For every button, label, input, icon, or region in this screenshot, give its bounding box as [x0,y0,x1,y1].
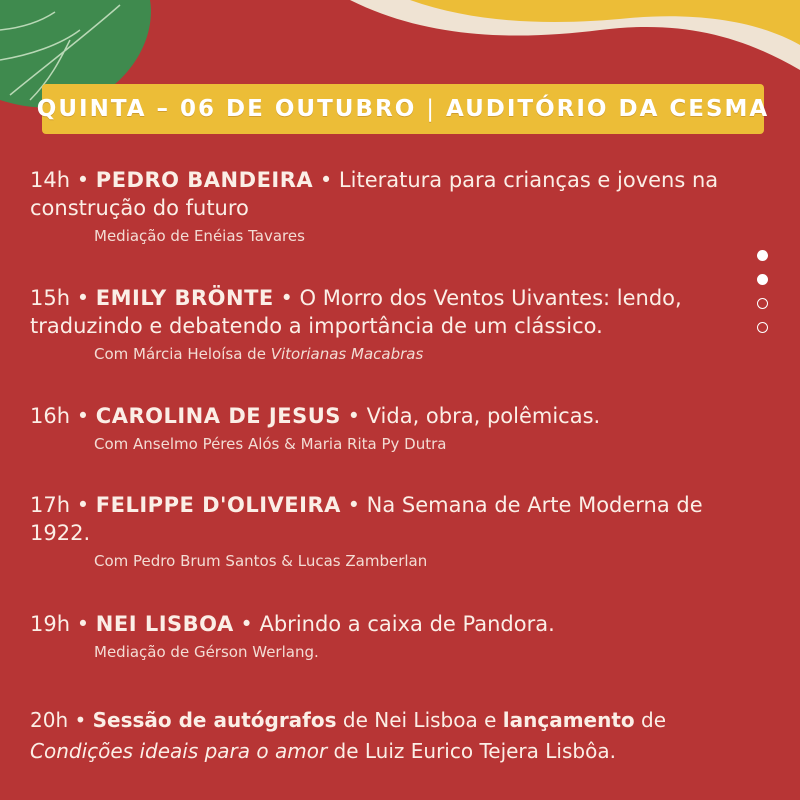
event-speaker: CAROLINA DE JESUS [95,404,341,428]
event-item [30,284,755,365]
autograph-session-label: Sessão de autógrafos [92,708,337,732]
event-bullet: • [319,168,333,192]
event-title: O Morro dos Ventos Uivantes: lendo, traduzindo e debatendo a importância de um clássico. [30,286,682,338]
event-mediation: Mediação de Gérson Werlang. [94,643,319,661]
closing-text-3: de Luiz Eurico Tejera Lisbôa. [327,739,616,763]
event-title: Abrindo a caixa de Pandora. [259,612,555,636]
event-mediation-prefix: Com Márcia Heloísa de [94,345,271,363]
event-time: 16h [30,404,71,428]
event-title: Na Semana de Arte Moderna de 1922. [30,493,703,545]
closing-text-2: de [634,708,667,732]
event-mediation: Com Anselmo Péres Alós & Maria Rita Py Dutra [94,435,447,453]
event-main-line [30,284,755,340]
event-speaker: EMILY BRÖNTE [95,286,274,310]
carousel-indicator [757,250,771,346]
date-venue-banner [36,84,770,134]
closing-event-text [30,705,770,767]
event-bullet: • [76,404,90,428]
closing-text-1: de Nei Lisboa e [336,708,503,732]
carousel-dot[interactable] [757,298,768,309]
carousel-dot[interactable] [757,274,768,285]
event-main-line [30,610,755,638]
book-title: Condições ideais para o amor [30,739,328,763]
event-time: 14h [30,168,71,192]
event-bullet: • [347,493,360,517]
event-time: 17h [30,493,71,517]
event-main-line [30,402,755,430]
event-mediation: Com Pedro Brum Santos & Lucas Zamberlan [94,552,428,570]
event-time: 15h [30,286,71,310]
carousel-dot[interactable] [757,250,768,261]
event-title: Literatura para crianças e jovens na construção do futuro [30,168,719,220]
event-bullet: • [347,404,360,428]
event-bullet: • [76,168,90,192]
event-main-line [30,491,755,547]
event-title: Vida, obra, polêmicas. [366,404,601,428]
event-time: 19h [30,612,71,636]
event-mediation [94,343,755,365]
event-bullet: • [76,286,90,310]
event-bullet: • [74,708,87,732]
event-time: 20h [30,708,69,732]
closing-event [30,705,770,767]
event-bullet: • [280,286,293,310]
header-venue: AUDITÓRIO DA CESMA [446,96,770,122]
carousel-dot[interactable] [757,322,768,333]
event-main-line [30,166,755,222]
event-speaker: NEI LISBOA [95,612,234,636]
event-speaker: PEDRO BANDEIRA [95,168,314,192]
header-day: QUINTA – 06 DE OUTUBRO [36,96,417,122]
event-bullet: • [240,612,253,636]
event-speaker: FELIPPE D'OLIVEIRA [95,493,341,517]
event-mediation: Mediação de Enéias Tavares [94,227,305,245]
event-item [30,491,755,572]
launch-label: lançamento [502,708,635,732]
event-bullet: • [76,493,90,517]
header-separator: | [426,96,436,122]
event-mediation-italic: Vitorianas Macabras [270,345,424,363]
event-item [30,402,755,455]
event-item [30,166,755,247]
event-item [30,610,755,663]
event-bullet: • [76,612,90,636]
